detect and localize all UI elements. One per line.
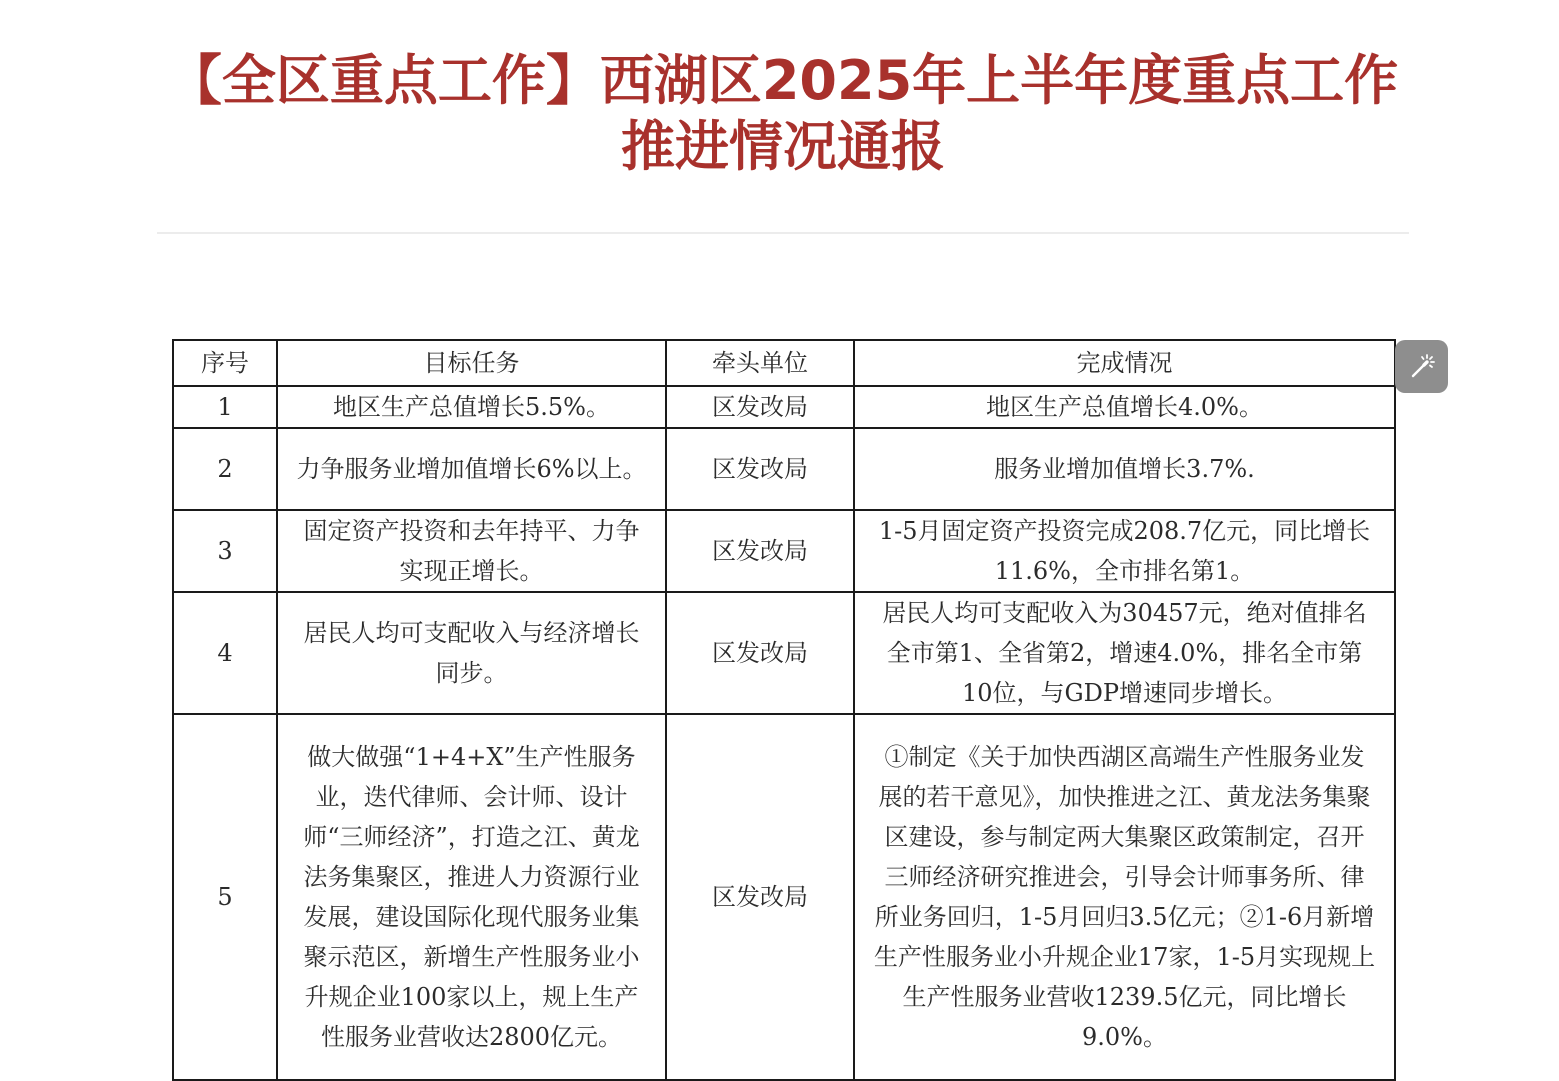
row-task: 固定资产投资和去年持平、力争实现正增长。: [277, 510, 666, 592]
row-index: 2: [173, 428, 277, 510]
header-unit: 牵头单位: [666, 340, 854, 386]
row-status: 服务业增加值增长3.7%.: [854, 428, 1395, 510]
page-title-line2: 推进情况通报: [621, 115, 945, 178]
table-row: [173, 714, 1395, 1080]
page-title: [157, 48, 1409, 180]
magic-wand-button[interactable]: [1395, 340, 1448, 393]
row-status: 地区生产总值增长4.0%。: [854, 386, 1395, 428]
row-index: 5: [173, 714, 277, 1080]
table-row: [173, 428, 1395, 510]
row-unit: 区发改局: [666, 386, 854, 428]
row-unit: 区发改局: [666, 592, 854, 714]
row-task: 做大做强“1+4+X”生产性服务业，迭代律师、会计师、设计师“三师经济”，打造之江、黄龙法务集聚区，推进人力资源行业发展，建设国际化现代服务业集聚示范区，新增生产性服务业小升规企业100家以上，规上生产性服务业营收达2800亿元。: [277, 714, 666, 1080]
row-unit: 区发改局: [666, 428, 854, 510]
row-unit: 区发改局: [666, 510, 854, 592]
table-row: [173, 386, 1395, 428]
page-title-line1: 【全区重点工作】西湖区2025年上半年度重点工作: [167, 49, 1399, 112]
table-row: [173, 592, 1395, 714]
row-task: 力争服务业增加值增长6%以上。: [277, 428, 666, 510]
row-task: 地区生产总值增长5.5%。: [277, 386, 666, 428]
table-row: [173, 510, 1395, 592]
row-status: ①制定《关于加快西湖区高端生产性服务业发展的若干意见》，加快推进之江、黄龙法务集聚区建设，参与制定两大集聚区政策制定，召开三师经济研究推进会，引导会计师事务所、律所业务回归，1-5月回归3.5亿元；②1-6月新增生产性服务业小升规企业17家，1-5月实现规上生产性服务业营收1239.5亿元，同比增长9.0%。: [854, 714, 1395, 1080]
magic-wand-icon: [1408, 353, 1436, 381]
work-table: [172, 339, 1396, 1081]
header-index: 序号: [173, 340, 277, 386]
row-unit: 区发改局: [666, 714, 854, 1080]
row-index: 4: [173, 592, 277, 714]
title-divider: [157, 232, 1409, 234]
row-task: 居民人均可支配收入与经济增长同步。: [277, 592, 666, 714]
row-index: 3: [173, 510, 277, 592]
row-index: 1: [173, 386, 277, 428]
table-header-row: [173, 340, 1395, 386]
row-status: 1-5月固定资产投资完成208.7亿元，同比增长11.6%，全市排名第1。: [854, 510, 1395, 592]
header-task: 目标任务: [277, 340, 666, 386]
header-status: 完成情况: [854, 340, 1395, 386]
row-status: 居民人均可支配收入为30457元，绝对值排名全市第1、全省第2，增速4.0%，排名全市第10位，与GDP增速同步增长。: [854, 592, 1395, 714]
